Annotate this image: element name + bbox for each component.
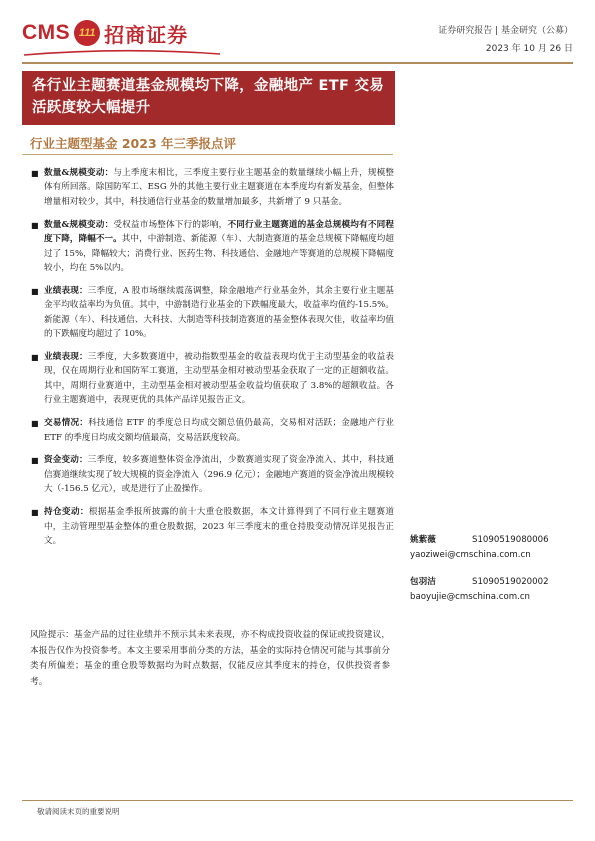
bullet-text: 科技通信 ETF 的季度总日均成交额总值仍最高，交易相对活跃；金融地产行业 ETF 的季度日均成交额均值最高，交易活跃度较高。 <box>44 418 394 443</box>
report-type: 证券研究报告 | 基金研究（公募） <box>438 26 573 36</box>
bullet-square-icon: ■ <box>31 456 39 466</box>
analyst-email[interactable]: baoyujie@cmschina.com.cn <box>410 592 531 602</box>
bullet-square-icon: ■ <box>31 220 39 230</box>
bullet-item <box>28 166 394 209</box>
bullet-text: 其中，中游制造、新能源（车）、大制造赛道的基金总规模下降幅度均超过了 15%，降幅较大；消费行业、医药生物、科技通信、金融地产等赛道的总规模下降幅度较小，均在 5%以内。 <box>44 234 394 273</box>
bullet-item <box>28 505 394 548</box>
logo-badge-icon: 111 <box>74 20 100 46</box>
analyst-name: 包羽洁 <box>410 577 436 587</box>
bullet-label: 交易情况： <box>44 418 89 429</box>
bullet-label: 业绩表现： <box>44 351 88 362</box>
bullet-text: 受权益市场整体下行的影响， <box>113 219 228 230</box>
bullet-item <box>28 453 394 496</box>
analyst-email[interactable]: yaoziwei@cmschina.com.cn <box>410 550 531 560</box>
bullet-item <box>28 284 394 342</box>
bullet-square-icon: ■ <box>31 419 39 429</box>
analyst-name: 姚紫薇 <box>410 535 436 545</box>
subtitle-divider <box>22 154 393 155</box>
risk-warning: 风险提示：基金产品的过往业绩并不预示其未来表现，亦不构成投资收益的保证或投资建议，本报告仅作为投资参考。本文主要采用事前分类的方法，基金的实际持仓情况可能与其事前分类有所偏差；基金的重仓股等数据均为时点数据，仅能反应其季度末的持仓，仅供投资者参考。 <box>30 630 390 687</box>
title-banner <box>22 71 395 125</box>
bullet-text: 三季度，较多赛道整体资金净流出，少数赛道实现了资金净流入、其中，科技通信赛道继续实现了较大规模的资金净流入（296.9 亿元）；金融地产赛道的资金净流出规模较大（-156.5 亿元），或是进行了止盈操作。 <box>44 455 394 495</box>
bullet-text: 根据基金季报所披露的前十大重仓股数据，本文计算得到了不同行业主题赛道中，主动管理型基金整体的重仓股数据，2023 年三季度末的重仓持股变动情况详见报告正文。 <box>44 507 394 546</box>
bullet-square-icon: ■ <box>31 169 39 178</box>
header-meta <box>438 22 573 58</box>
bullet-label: 持仓变动： <box>44 507 89 518</box>
bullet-label: 数量&规模变动： <box>44 219 114 230</box>
logo-cn-text: 招商证券 <box>104 22 189 47</box>
report-title: 各行业主题赛道基金规模均下降，金融地产 ETF 交易活跃度较大幅提升 <box>32 78 385 116</box>
bullet-item <box>28 218 394 276</box>
analyst-license: S1090519020002 <box>472 577 549 587</box>
analyst-license: S1090519080006 <box>472 535 549 545</box>
bullet-square-icon: ■ <box>31 508 39 518</box>
bullet-item <box>28 416 394 445</box>
logo-cms-text: CMS <box>22 21 71 44</box>
bullet-square-icon: ■ <box>31 352 39 362</box>
summary-bullets <box>28 166 394 557</box>
bullet-text: 三季度，大多数赛道中，被动指数型基金的收益表现均优于主动型基金的收益表现，仅在周期行业和国防军工赛道，主动型基金相对被动型基金获取了一定的正超额收益。其中，周期行业赛道中，主动型基金相对被动型基金收益均值获取了 3.8%的超额收益。各行业主题赛道中，表现更优的具体产品详见报告正文。 <box>44 351 394 406</box>
footer-divider <box>22 800 573 801</box>
bullet-item <box>28 350 394 408</box>
bullet-highlight: 不同行业主题赛道的基金总规模均有不同程度下降，降幅不一。 <box>44 219 394 245</box>
bullet-label: 数量&规模变动： <box>44 168 114 178</box>
bullet-label: 资金变动： <box>44 455 88 466</box>
analyst-block <box>410 575 549 605</box>
analyst-block <box>410 533 549 563</box>
bullet-square-icon: ■ <box>31 286 39 296</box>
brand-logo <box>22 19 188 47</box>
logo-swoosh-icon <box>22 49 222 59</box>
footer-note: 敬请阅读末页的重要说明 <box>37 807 120 816</box>
report-date: 2023 年 10 月 26 日 <box>485 44 573 54</box>
bullet-text: 与上季度末相比，三季度主要行业主题基金的数量继续小幅上升，规模整体有所回落。除国防军工、ESG 外的其他主要行业主题赛道在本季度均有新发基金，但整体增量相对较少，其中，科技通信行业基金的数量增加最多，共新增了 9 只基金。 <box>44 168 394 207</box>
bullet-text: 三季度，A 股市场继续震荡调整，除金融地产行业基金外，其余主要行业主题基金平均收益率均为负值。其中，中游制造行业基金的下跌幅度最大，收益率均值约-15.5%。新能源（车）、科技通信、大科技、大制造等科技制造赛道的基金整体表现欠佳，收益率均值的下跌幅度均超过了 10%。 <box>44 285 394 340</box>
header-divider <box>22 62 573 64</box>
bullet-label: 业绩表现： <box>44 285 88 296</box>
report-subtitle: 行业主题型基金 2023 年三季报点评 <box>30 136 236 151</box>
